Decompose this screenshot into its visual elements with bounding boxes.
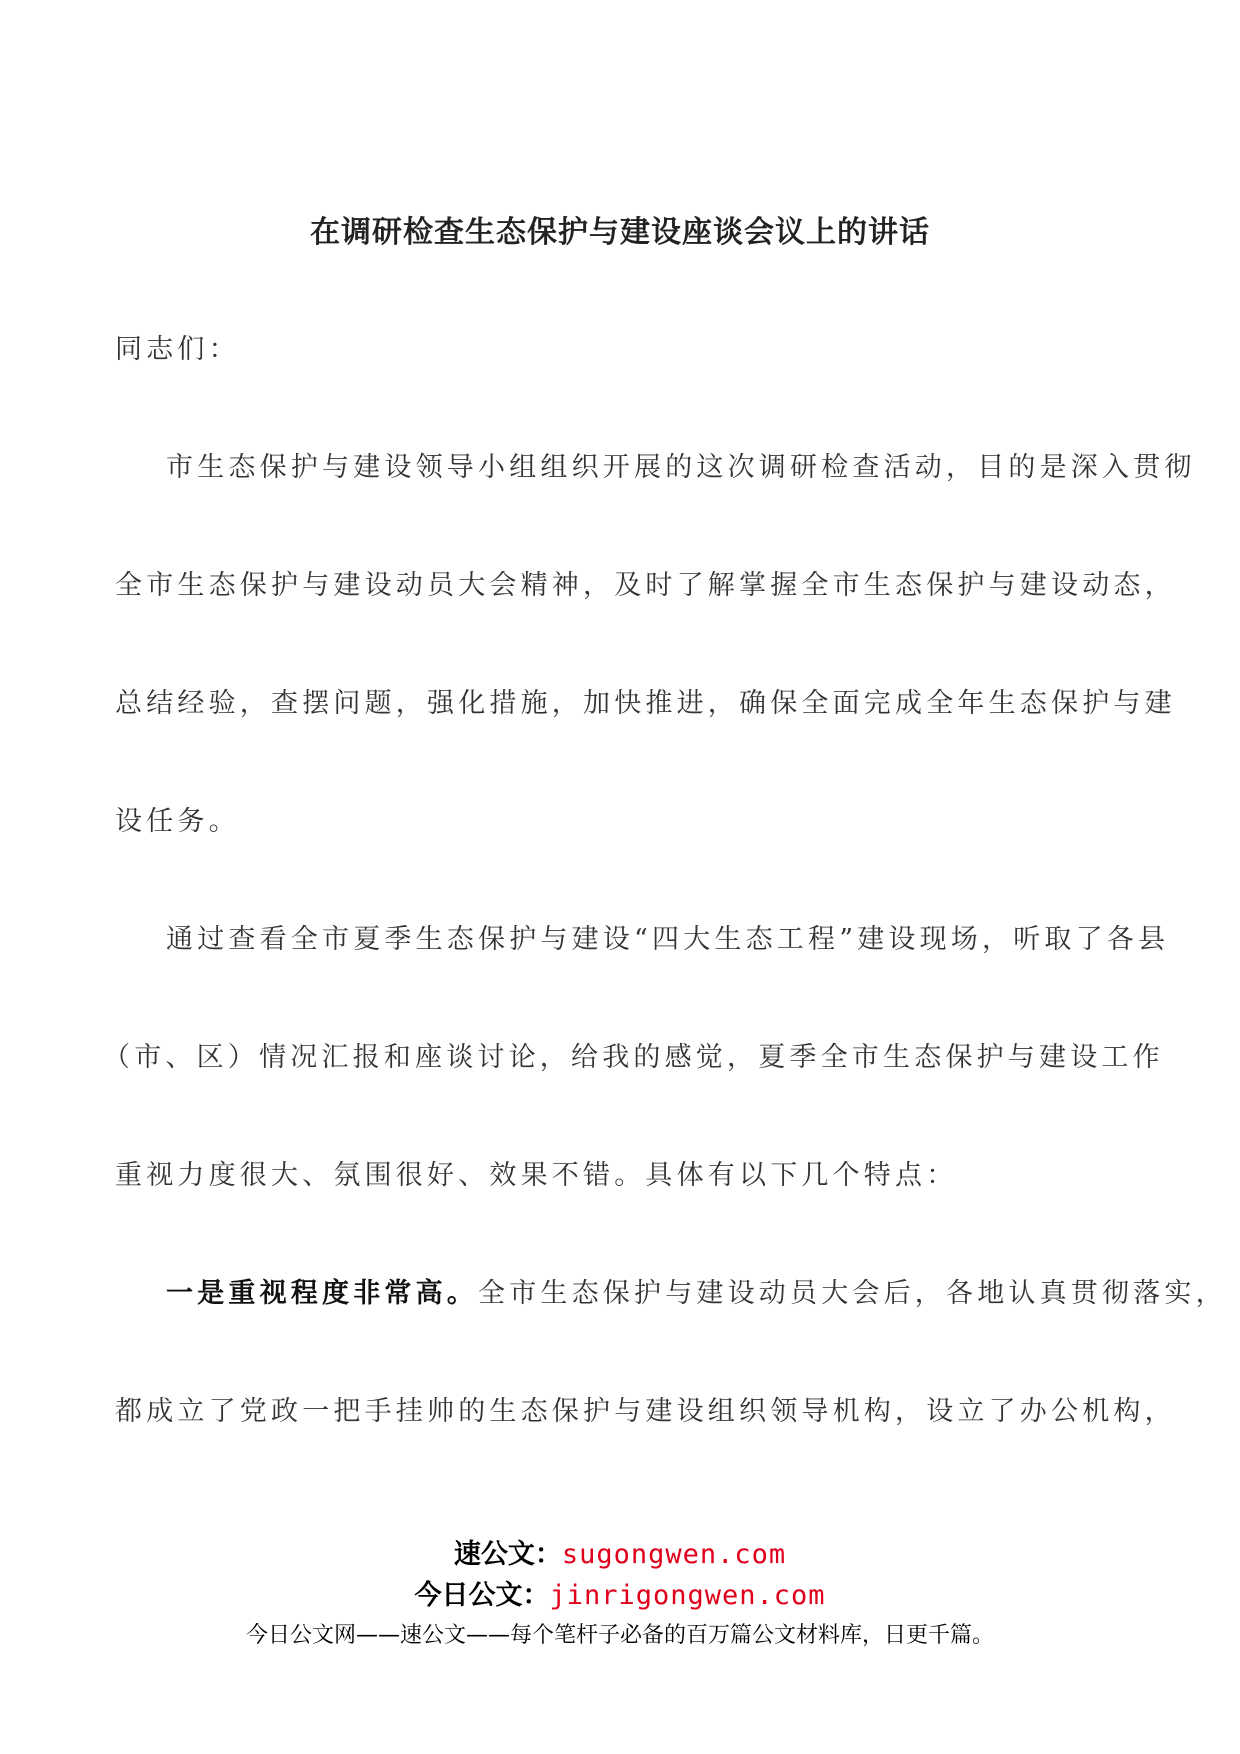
paragraph-1-line-1: 市生态保护与建设领导小组组织开展的这次调研检查活动，目的是深入贯彻 (166, 452, 1196, 483)
paragraph-1-line-4: 设任务。 (115, 806, 240, 837)
paragraph-2-line-2: （市、区）情况汇报和座谈讨论，给我的感觉，夏季全市生态保护与建设工作 (103, 1042, 1164, 1073)
salutation: 同志们： (115, 334, 240, 365)
paragraph-2-line-3: 重视力度很大、氛围很好、效果不错。具体有以下几个特点： (115, 1160, 958, 1191)
footer-label-1: 速公文： (453, 1539, 562, 1570)
paragraph-3-line-1 (166, 1274, 1227, 1314)
footer-label-2: 今日公文： (414, 1580, 550, 1611)
paragraph-1-line-3: 总结经验，查摆问题，强化措施，加快推进，确保全面完成全年生态保护与建 (115, 688, 1176, 719)
paragraph-3-first-line-rest: 全市生态保护与建设动员大会后，各地认真贯彻落实， (478, 1278, 1227, 1309)
paragraph-1-line-2: 全市生态保护与建设动员大会精神，及时了解掌握全市生态保护与建设动态， (115, 570, 1176, 601)
document-title: 在调研检查生态保护与建设座谈会议上的讲话 (310, 215, 930, 250)
paragraph-3-lead: 一是重视程度非常高。 (166, 1278, 478, 1309)
paragraph-3-line-2: 都成立了党政一把手挂帅的生态保护与建设组织领导机构，设立了办公机构， (115, 1396, 1176, 1427)
footer-line-2 (0, 1573, 1240, 1612)
paragraph-2-line-1: 通过查看全市夏季生态保护与建设“四大生态工程”建设现场，听取了各县 (166, 924, 1170, 955)
footer-link-sugongwen[interactable]: sugongwen.com (561, 1539, 787, 1570)
footer-slogan: 今日公文网——速公文——每个笔杆子必备的百万篇公文材料库，日更千篇。 (245, 1623, 994, 1648)
footer-link-jinrigongwen[interactable]: jinrigongwen.com (549, 1580, 826, 1611)
footer-line-1 (0, 1532, 1240, 1571)
